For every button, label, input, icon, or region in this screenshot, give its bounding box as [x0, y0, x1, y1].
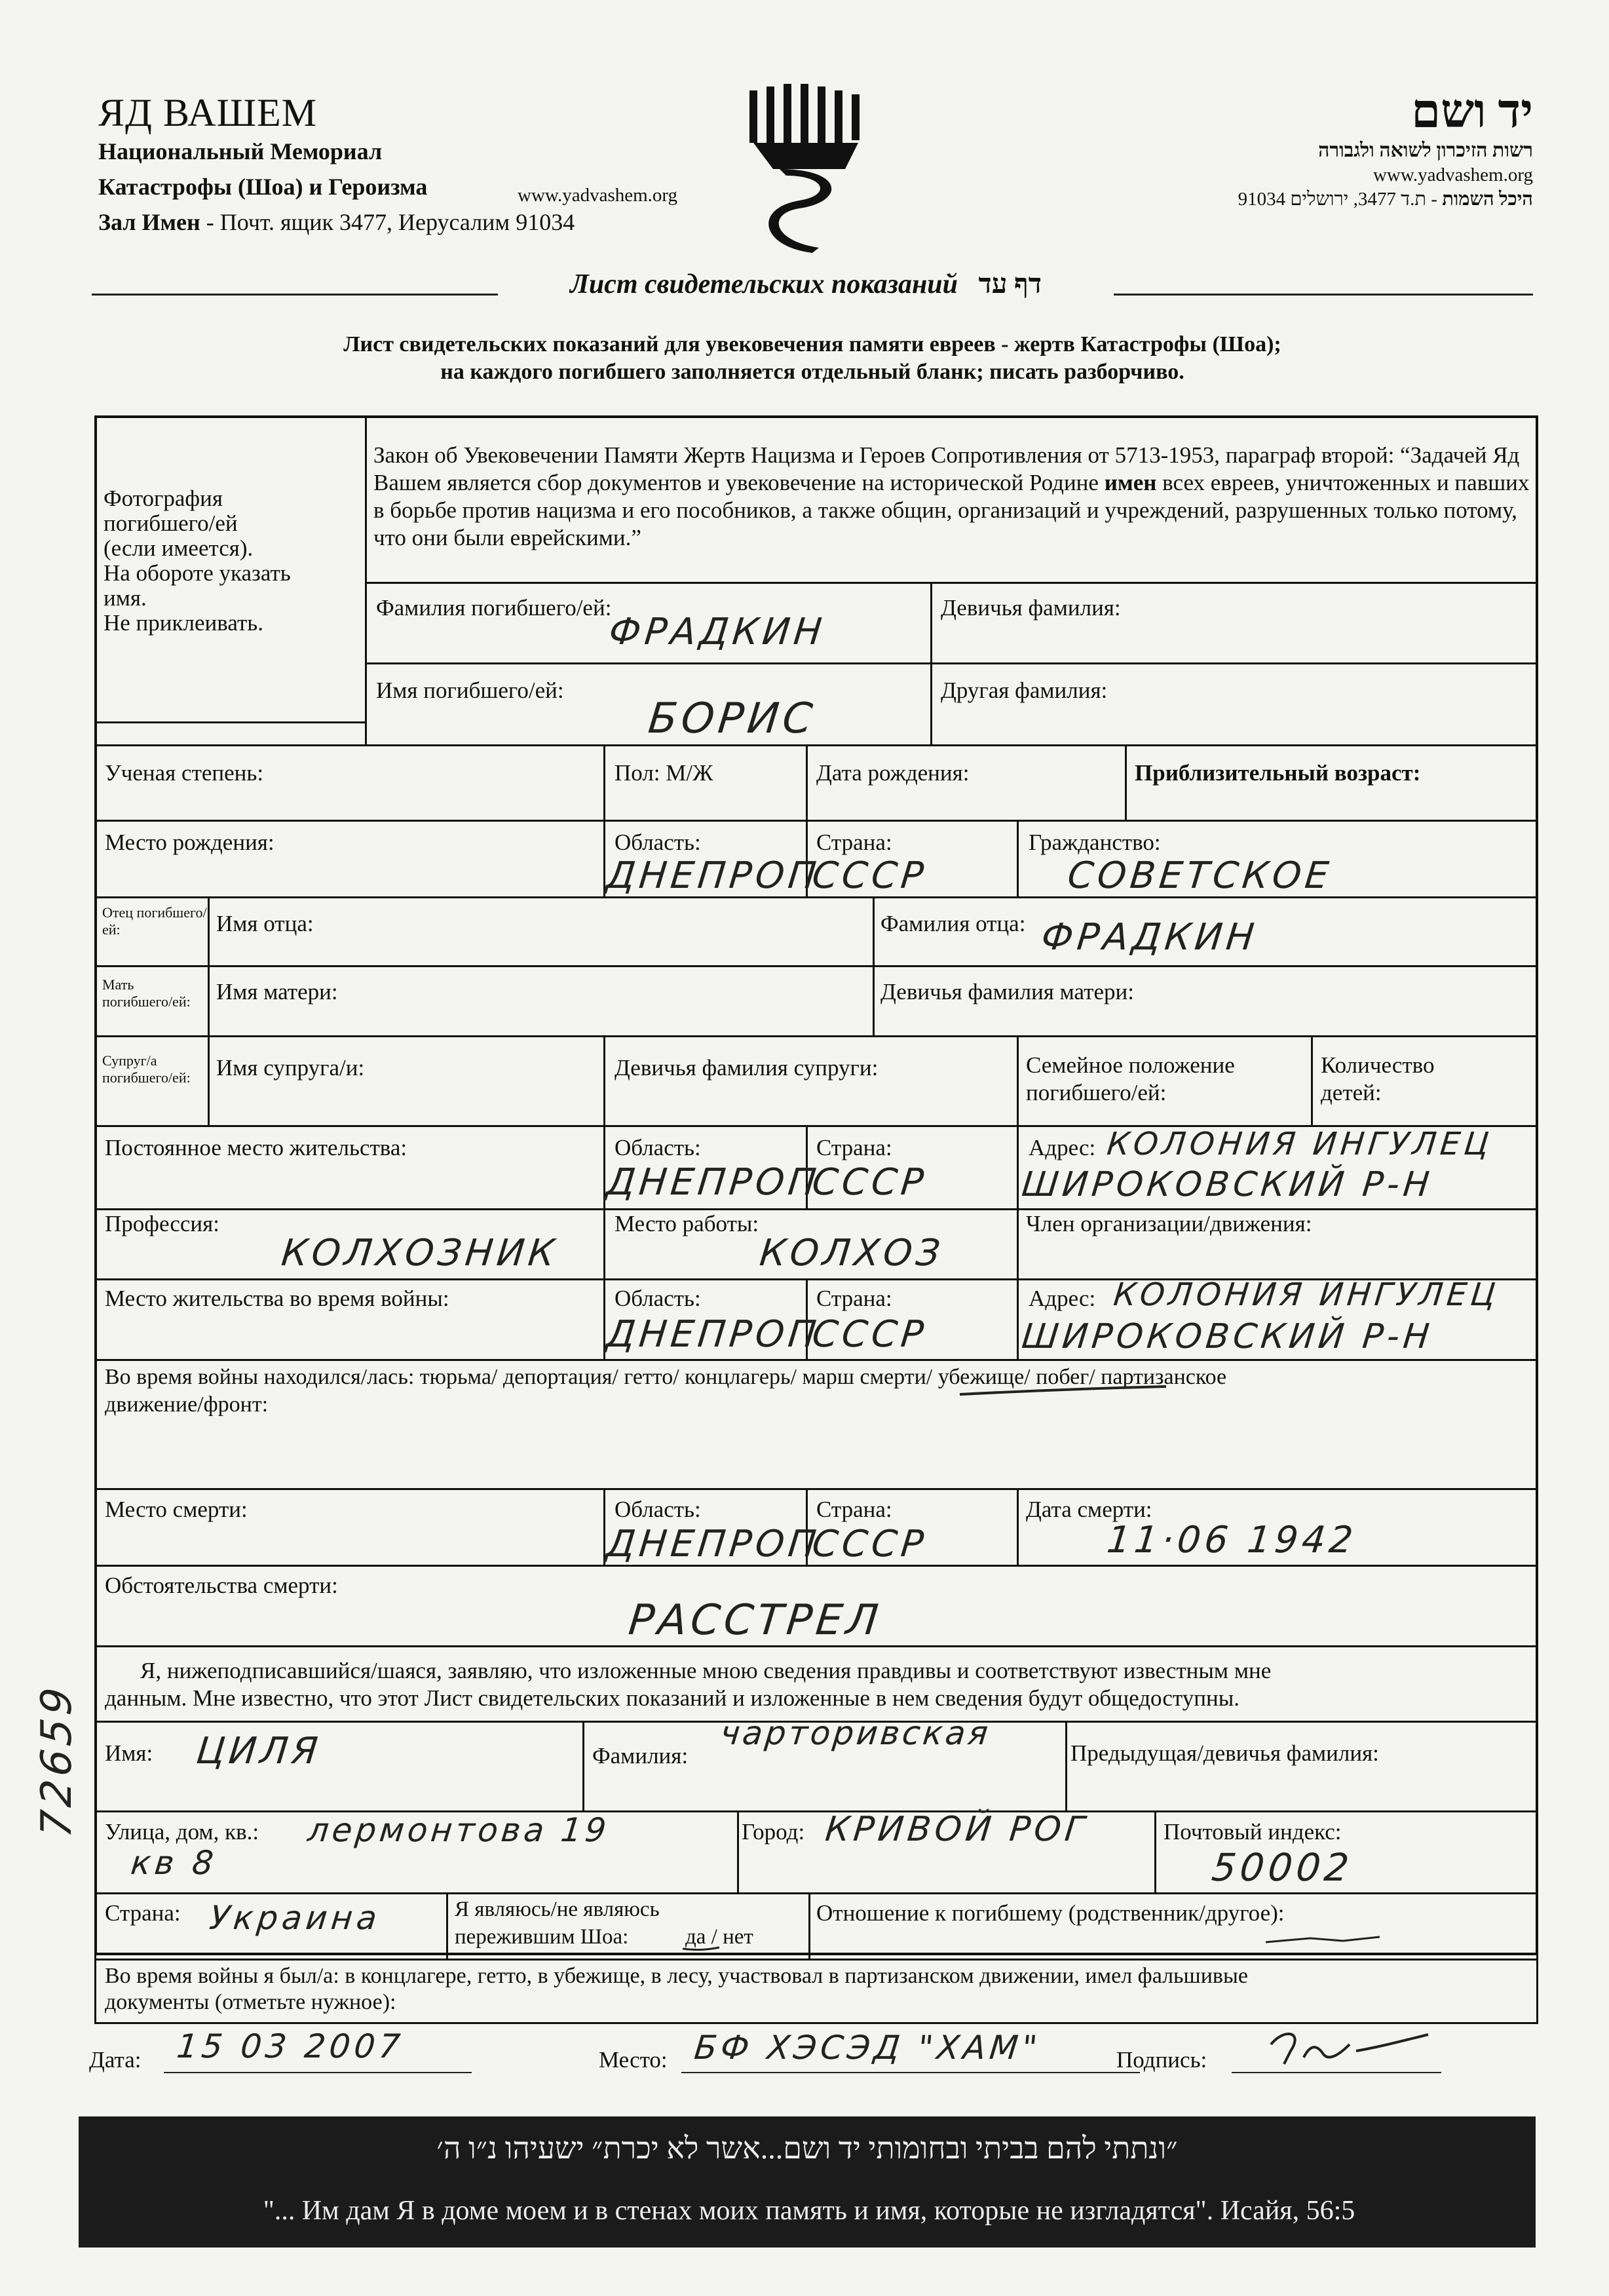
workplace-label: Место работы:: [615, 1211, 759, 1236]
war-region-value: ДНЕПРОП: [604, 1313, 822, 1356]
footer-quote: [79, 2116, 1536, 2248]
sub-country-value: Украина: [207, 1899, 383, 1937]
surname-label: Фамилия погибшего/ей:: [376, 595, 612, 621]
intro-line2: на каждого погибшего заполняется отдельный бланк; писать разборчиво.: [440, 360, 1184, 384]
res-country-label: Страна:: [816, 1135, 892, 1160]
sub-war-label-2: документы (отметьте нужное):: [105, 1990, 396, 2014]
war-status-label-1: Во время войны находился/лась: тюрьма/ депортация/ гетто/ концлагерь/ марш смерти/ убежище/ побег/ партизанское: [105, 1365, 1227, 1389]
city-value: КРИВОЙ РОГ: [823, 1810, 1090, 1849]
death-region-value: ДНЕПРОП: [604, 1523, 822, 1565]
sub-country-label: Страна:: [105, 1900, 181, 1926]
date-line: [164, 2072, 472, 2073]
mother-name-label: Имя матери:: [216, 979, 338, 1004]
header-he: [1238, 85, 1533, 212]
sheet-title-he: דף עד: [978, 269, 1042, 299]
place-label: Место:: [599, 2047, 668, 2073]
photo-instructions: [104, 486, 366, 636]
death-circ-value: РАССТРЕЛ: [626, 1596, 884, 1645]
birth-region-label: Область:: [615, 830, 701, 855]
res-address-label: Адрес:: [1029, 1135, 1096, 1160]
marital-status-label-1: Семейное положение: [1026, 1052, 1235, 1078]
photo-line6: Не приклеивать.: [104, 610, 263, 636]
org-line3-ru: Катастрофы (Шоа) и Героизма: [98, 174, 428, 200]
marital-status-label-2: погибшего/ей:: [1026, 1080, 1167, 1105]
war-address-value-1: КОЛОНИЯ ИНГУЛЕЦ: [1112, 1276, 1501, 1313]
sub-name-field[interactable]: [94, 1721, 584, 1812]
date-value: 15 03 2007: [174, 2027, 406, 2065]
birth-region-value: ДНЕПРОП: [604, 854, 822, 897]
photo-line3: (если имеется).: [104, 535, 254, 561]
date-label: Дата:: [89, 2047, 142, 2073]
other-surname-label: Другая фамилия:: [941, 678, 1108, 703]
sheet-title-ru: Лист свидетельских показаний: [570, 269, 958, 299]
photo-line2: погибшего/ей: [104, 510, 238, 536]
death-march-underline: [956, 1381, 1173, 1401]
war-residence-label: Место жительства во время войны:: [105, 1286, 449, 1311]
death-region-label: Область:: [615, 1497, 701, 1522]
death-country-label: Страна:: [816, 1497, 892, 1522]
side-number: [32, 1664, 92, 1861]
quote-ru: "... Им дам Я в доме моем и в стенах моих память и имя, которые не изгладятся". Исайя, 56:5: [263, 2196, 1355, 2226]
sub-name-value: ЦИЛЯ: [194, 1730, 324, 1772]
workplace-value: КОЛХОЗ: [757, 1232, 946, 1274]
org-line2-he: רשות הזיכרון לשואה ולגבורה: [1318, 140, 1533, 161]
sheet-title-bar: [92, 269, 1533, 308]
profession-label: Профессия:: [105, 1211, 219, 1236]
birth-place-label: Место рождения:: [105, 830, 274, 855]
war-address-value-2: ШИРОКОВСКИЙ Р-Н: [1019, 1317, 1435, 1356]
res-address-value-1: КОЛОНИЯ ИНГУЛЕЦ: [1105, 1126, 1494, 1162]
approx-age-label: Приблизительный возраст:: [1135, 760, 1421, 786]
zip-value: 50002: [1209, 1845, 1355, 1890]
death-place-label: Место смерти:: [105, 1497, 248, 1522]
maiden-label: Девичья фамилия:: [941, 595, 1121, 621]
res-region-label: Область:: [615, 1135, 701, 1160]
spouse-side-label: Супруг/а погибшего/ей:: [102, 1052, 191, 1086]
sub-prev-field[interactable]: [1065, 1721, 1538, 1812]
yad-vashem-logo-icon: [747, 84, 865, 254]
sub-surname-value: чарторивская: [718, 1714, 993, 1752]
residence-label: Постоянное место жительства:: [105, 1135, 407, 1160]
signature-label: Подпись:: [1116, 2047, 1207, 2073]
relation-scribble-icon: [1264, 1933, 1382, 1946]
hall-address-he: [1238, 186, 1533, 212]
hall-address-ru: [98, 204, 575, 240]
mother-maiden-label: Девичья фамилия матери:: [880, 979, 1134, 1004]
street-value-1: лермонтова 19: [305, 1811, 611, 1849]
law-text: [373, 442, 1533, 552]
hall-label: Зал Имен: [98, 209, 200, 235]
sub-name-label: Имя:: [105, 1740, 153, 1766]
children-label-2: детей:: [1321, 1080, 1382, 1105]
degree-label: Ученая степень:: [105, 760, 264, 786]
hall-address-he-text: - ת.ד 3477, ירושלים 91034: [1238, 189, 1443, 210]
signature-icon: [1264, 2025, 1435, 2077]
sub-surname-label: Фамилия:: [592, 1743, 689, 1769]
res-address-value-2: ШИРОКОВСКИЙ Р-Н: [1019, 1165, 1435, 1204]
birth-country-value: СССР: [810, 854, 930, 897]
death-date-label: Дата смерти:: [1026, 1497, 1152, 1522]
sheet-title: [511, 269, 1101, 300]
res-region-value: ДНЕПРОП: [604, 1161, 822, 1204]
spouse-name-label: Имя супруга/и:: [216, 1055, 365, 1081]
war-status-label-2: движение/фронт:: [105, 1392, 269, 1417]
spouse-name-field[interactable]: [208, 1035, 605, 1127]
children-label-1: Количество: [1321, 1052, 1435, 1078]
war-address-label: Адрес:: [1029, 1286, 1096, 1311]
yes-underline: [681, 1945, 721, 1954]
place-value: БФ ХЭСЭД "ХАМ": [692, 2029, 1043, 2067]
sub-prev-label: Предыдущая/девичья фамилия:: [1070, 1740, 1379, 1766]
declaration-1: Я, нижеподписавшийся/шаяся, заявляю, что изложенные мною сведения правдивы и соответствуют известным мне: [140, 1658, 1272, 1683]
org-title-he: יד ושם: [1411, 85, 1533, 138]
hall-label-he: היכל השמות: [1442, 189, 1533, 210]
hall-address: - Почт. ящик 3477, Иерусалим 91034: [200, 209, 575, 235]
death-country-value: СССР: [810, 1523, 930, 1565]
spouse-maiden-label: Девичья фамилия супруги:: [615, 1055, 879, 1081]
title-rule-left: [92, 294, 498, 296]
father-surname-label: Фамилия отца:: [880, 911, 1026, 936]
surname-value: ФРАДКИН: [607, 611, 828, 653]
death-circ-label: Обстоятельства смерти:: [105, 1573, 338, 1598]
survivor-label-2: пережившим Шоа:: [455, 1925, 629, 1949]
maiden-name-field[interactable]: [930, 582, 1538, 664]
sex-label: Пол: М/Ж: [615, 760, 713, 786]
quote-he: ״ונתתי להם בביתי ובחומותי יד ושם...אשר לא יכרת״ ישעיהו נ״ו ה׳: [436, 2132, 1178, 2165]
profession-value: КОЛХОЗНИК: [279, 1232, 561, 1274]
header-ru: [98, 92, 575, 240]
sub-war-label-1: Во время войны я был/а: в концлагере, гетто, в убежище, в лесу, участвовал в партизанском движении, имел фальшивые: [105, 1964, 1248, 1988]
law-text-bold: имен: [1104, 470, 1157, 495]
relation-label: Отношение к погибшему (родственник/другое):: [816, 1900, 1285, 1926]
city-label: Город:: [742, 1819, 805, 1845]
father-name-label: Имя отца:: [216, 911, 314, 936]
org-title-ru: ЯД ВАШЕМ: [98, 91, 318, 134]
member-label: Член организации/движения:: [1026, 1211, 1312, 1236]
zip-label: Почтовый индекс:: [1164, 1819, 1342, 1845]
street-label: Улица, дом, кв.:: [105, 1819, 259, 1845]
url-he[interactable]: www.yadvashem.org: [1372, 164, 1533, 185]
father-surname-value: ФРАДКИН: [1039, 916, 1260, 959]
mother-side-label: Мать погибшего/ей:: [102, 976, 191, 1010]
photo-line1: Фотография: [104, 486, 223, 511]
first-name-value: БОРИС: [646, 695, 819, 743]
spouse-maiden-field[interactable]: [603, 1035, 1019, 1127]
other-surname-field[interactable]: [930, 662, 1538, 746]
photo-line4: На обороте указать: [104, 560, 291, 586]
first-name-label: Имя погибшего/ей:: [376, 678, 564, 703]
birth-date-label: Дата рождения:: [816, 760, 970, 786]
death-date-value: 11·06 1942: [1105, 1519, 1359, 1561]
intro-line1: Лист свидетельских показаний для увековечения памяти евреев - жертв Катастрофы (Шоа);: [343, 332, 1281, 356]
citizenship-label: Гражданство:: [1029, 830, 1161, 855]
side-number-value: 72659: [32, 1681, 81, 1840]
birth-country-label: Страна:: [816, 830, 892, 855]
photo-line5: имя.: [104, 585, 147, 611]
declaration-2: данным. Мне известно, что этот Лист свидетельских показаний и изложенные в нем сведения будут общедоступны.: [105, 1685, 1240, 1711]
survivor-label-1: Я являюсь/не являюсь: [455, 1898, 660, 1921]
war-region-label: Область:: [615, 1286, 701, 1311]
law-text-b: всех евреев, уничтоженных и павших в борьбе против нацизма и его пособников, а также общин, организаций и учреждений, разрушенных только потому, что они были еврейскими.”: [373, 470, 1530, 550]
survivor-yes-no[interactable]: да / нет: [685, 1925, 753, 1949]
res-country-value: СССР: [810, 1161, 930, 1204]
place-line: [681, 2072, 1140, 2073]
intro-text: [92, 331, 1533, 386]
war-country-label: Страна:: [816, 1286, 892, 1311]
law-text-a: Закон об Увековечении Памяти Жертв Нацизма и Героев Сопротивления от 5713-1953, параграф второй: “Задачей Яд Вашем является сбор документов и увековечение на исторической Родине: [373, 442, 1520, 495]
url-ru[interactable]: www.yadvashem.org: [518, 185, 678, 206]
org-line2-ru: Национальный Мемориал: [98, 138, 383, 164]
father-side-label: Отец погибшего/ей:: [102, 904, 207, 938]
war-country-value: СССР: [810, 1313, 930, 1356]
title-rule-right: [1114, 294, 1533, 296]
street-value-2: кв 8: [128, 1844, 219, 1882]
citizenship-value: СОВЕТСКОЕ: [1065, 854, 1335, 897]
